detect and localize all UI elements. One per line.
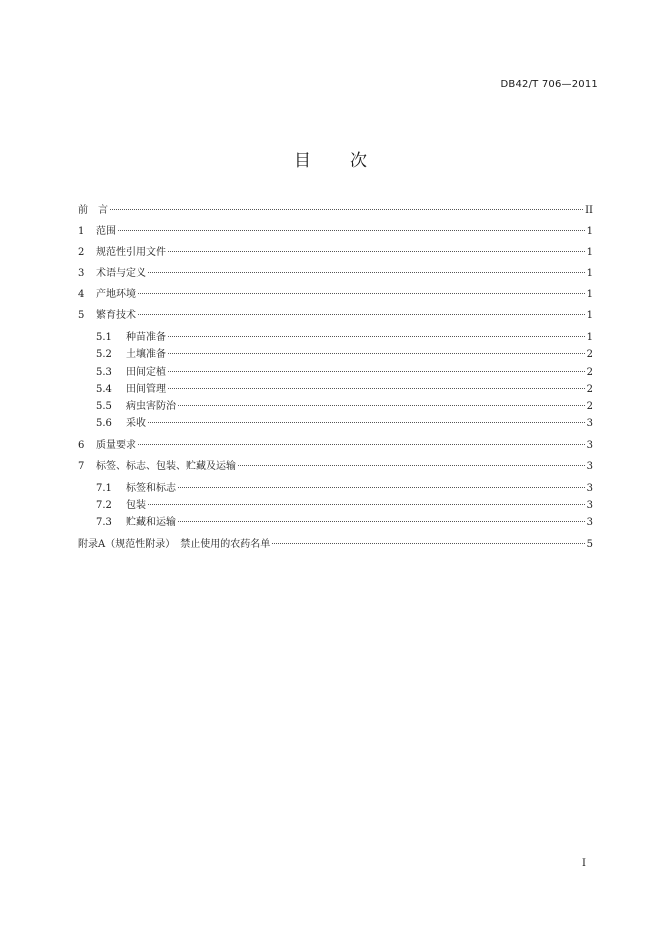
dot-leader bbox=[178, 521, 585, 522]
toc-entry-1[interactable] bbox=[78, 221, 593, 242]
toc-entry-page: 1 bbox=[586, 310, 593, 321]
toc-entry-number: 7.3 bbox=[96, 517, 112, 529]
dot-leader bbox=[138, 444, 585, 445]
toc-entry-number: 6 bbox=[78, 439, 85, 451]
toc-entry-page: 3 bbox=[586, 460, 593, 472]
toc-entry-label: 附录A（规范性附录） 禁止使用的农药名单 bbox=[78, 538, 271, 550]
page-title bbox=[0, 146, 662, 171]
toc-entry-page: 1 bbox=[586, 226, 593, 237]
toc-entry-7-3[interactable] bbox=[78, 514, 593, 531]
toc-entry-label: 病虫害防治 bbox=[126, 401, 176, 413]
toc-entry-page: 1 bbox=[586, 268, 593, 279]
toc-entry-page: 3 bbox=[586, 500, 593, 512]
toc-entry-number: 5.6 bbox=[96, 418, 112, 430]
toc-entry-number: 3 bbox=[78, 268, 85, 279]
toc-entry-5-3[interactable] bbox=[78, 364, 593, 381]
toc-entry-number: 7.1 bbox=[96, 482, 112, 494]
toc-entry-page: 3 bbox=[586, 439, 593, 451]
toc-entry-label: 质量要求 bbox=[96, 439, 136, 451]
toc-entry-number: 5.4 bbox=[96, 383, 112, 395]
dot-leader bbox=[272, 543, 584, 544]
toc-entry-label: 种苗准备 bbox=[126, 332, 166, 343]
dot-leader bbox=[168, 251, 585, 252]
toc-entry-page: 5 bbox=[586, 538, 593, 550]
dot-leader bbox=[168, 336, 585, 337]
toc-entry-page: 2 bbox=[586, 366, 593, 378]
dot-leader bbox=[138, 293, 585, 294]
title-char-1: 目 bbox=[294, 151, 312, 171]
toc-entry-number: 7 bbox=[78, 460, 85, 472]
toc-entry-5-4[interactable] bbox=[78, 381, 593, 398]
toc-entry-7-1[interactable] bbox=[78, 480, 593, 497]
toc-entry-page: 2 bbox=[586, 383, 593, 395]
toc-entry-appendix-a[interactable] bbox=[78, 534, 593, 555]
toc-entry-5-6[interactable] bbox=[78, 415, 593, 432]
dot-leader bbox=[238, 465, 585, 466]
toc-entry-page: 1 bbox=[586, 247, 593, 258]
toc-entry-label: 田间管理 bbox=[126, 383, 166, 395]
toc-entry-number: 5.2 bbox=[96, 349, 112, 361]
toc-entry-6[interactable] bbox=[78, 435, 593, 456]
toc-entry-label: 标签、标志、包装、贮藏及运输 bbox=[96, 460, 236, 472]
toc-entry-7-2[interactable] bbox=[78, 497, 593, 514]
toc-entry-3[interactable] bbox=[78, 263, 593, 284]
toc-entry-label: 范围 bbox=[96, 226, 116, 237]
toc-entry-5-1[interactable] bbox=[78, 329, 593, 346]
toc-entry-page: 3 bbox=[586, 418, 593, 430]
toc-entry-page: 2 bbox=[586, 401, 593, 413]
toc-entry-number: 4 bbox=[78, 289, 85, 300]
dot-leader bbox=[178, 487, 585, 488]
toc-entry-label: 田间定植 bbox=[126, 366, 166, 378]
toc-entry-label: 土壤准备 bbox=[126, 349, 166, 361]
toc-entry-5-5[interactable] bbox=[78, 398, 593, 415]
table-of-contents bbox=[78, 200, 593, 555]
toc-entry-number: 5.1 bbox=[96, 332, 112, 343]
dot-leader bbox=[148, 504, 585, 505]
toc-entry-page: 2 bbox=[586, 349, 593, 361]
dot-leader bbox=[178, 405, 585, 406]
toc-entry-label: 贮藏和运输 bbox=[126, 517, 176, 529]
toc-entry-label: 包装 bbox=[126, 500, 146, 512]
toc-entry-label: 术语与定义 bbox=[96, 268, 146, 279]
toc-entry-number: 5.3 bbox=[96, 366, 112, 378]
toc-entry-number: 7.2 bbox=[96, 500, 112, 512]
toc-entry-page: 3 bbox=[586, 517, 593, 529]
toc-entry-page: 1 bbox=[586, 332, 593, 343]
toc-entry-page: 3 bbox=[586, 482, 593, 494]
dot-leader bbox=[138, 314, 585, 315]
toc-entry-5[interactable] bbox=[78, 305, 593, 326]
toc-entry-label: 规范性引用文件 bbox=[96, 247, 166, 258]
dot-leader bbox=[110, 209, 583, 210]
toc-entry-label: 繁育技术 bbox=[96, 310, 136, 321]
dot-leader bbox=[148, 272, 585, 273]
dot-leader bbox=[148, 422, 585, 423]
dot-leader bbox=[168, 371, 585, 372]
toc-entry-label: 采收 bbox=[126, 418, 146, 430]
footer-page-number: I bbox=[582, 858, 586, 869]
toc-entry-page: II bbox=[585, 205, 593, 216]
toc-entry-number: 2 bbox=[78, 247, 85, 258]
toc-entry-7[interactable] bbox=[78, 456, 593, 477]
dot-leader bbox=[168, 353, 585, 354]
toc-entry-page: 1 bbox=[586, 289, 593, 300]
toc-entry-4[interactable] bbox=[78, 284, 593, 305]
toc-entry-label: 标签和标志 bbox=[126, 482, 176, 494]
dot-leader bbox=[168, 388, 585, 389]
document-code: DB42/T 706—2011 bbox=[500, 79, 598, 90]
toc-entry-number: 5 bbox=[78, 310, 85, 321]
dot-leader bbox=[118, 230, 585, 231]
toc-entry-number: 5.5 bbox=[96, 401, 112, 413]
toc-entry-2[interactable] bbox=[78, 242, 593, 263]
toc-entry-foreword[interactable] bbox=[78, 200, 593, 221]
toc-entry-label: 前 言 bbox=[78, 205, 108, 216]
toc-entry-5-2[interactable] bbox=[78, 346, 593, 363]
toc-entry-number: 1 bbox=[78, 226, 85, 237]
title-char-2: 次 bbox=[350, 151, 368, 171]
toc-entry-label: 产地环境 bbox=[96, 289, 136, 300]
